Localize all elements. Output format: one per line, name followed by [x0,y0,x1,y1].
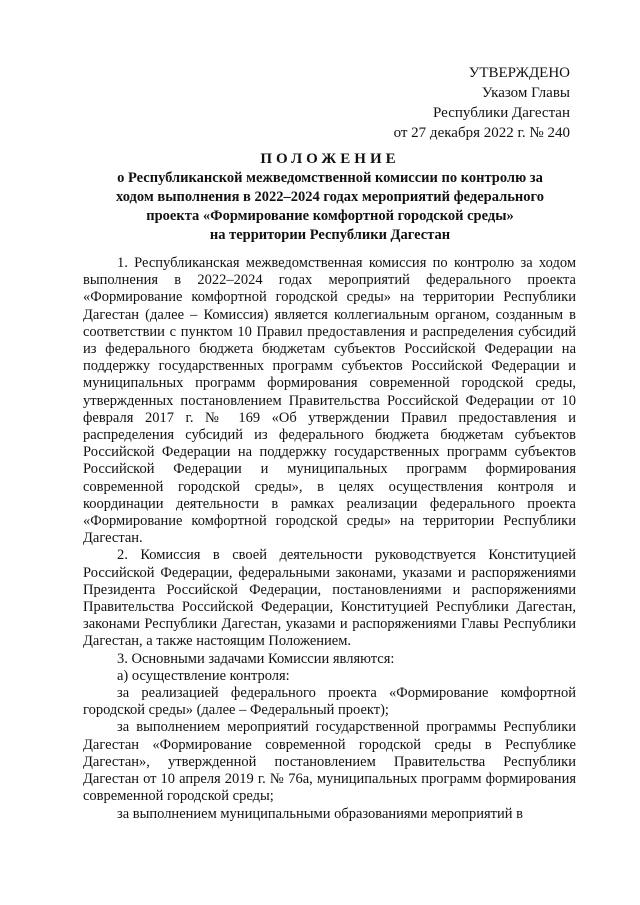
heading-line-2: ходом выполнения в 2022–2024 годах мероприятий федерального [116,189,544,205]
approval-line-3: Республики Дагестан [433,105,570,121]
approval-line-4: от 27 декабря 2022 г. № 240 [393,125,570,141]
paragraph-3a-item-2: за выполнением мероприятий государственной программы Республики Дагестан «Формирование современной городской среды в Республике Дагестан», утвержденной постановлением Правительства Республики Дагестан от 10 апреля 2019 г. № 76а, муниципальных программ формирования современной городской среды; [83,719,576,805]
approval-line-2: Указом Главы [481,85,570,101]
document-body [83,255,576,823]
approval-line-1: УТВЕРЖДЕНО [468,65,570,81]
document-heading [70,150,590,245]
approval-block [394,63,570,143]
heading-line-1: о Республиканской межведомственной комиссии по контролю за [117,170,543,186]
paragraph-1: 1. Республиканская межведомственная комиссия по контролю за ходом выполнения в 2022–2024 годах мероприятий федерального проекта «Формирование комфортной городской среды» на территории Республики Дагестан (далее – Комиссия) является коллегиальным органом, созданным в соответствии с пунктом 10 Правил предоставления и распределения субсидий из федерального бюджета бюджетам субъектов Российской Федерации на поддержку государственных программ субъектов Российской Федерации и муниципальных программ формирования современной городской среды, утвержденных постановлением Правительства Российской Федерации от 10 февраля 2017 г. № 169 «Об утверждении Правил предоставления и распределения субсидий из федерального бюджета бюджетам субъектов Российской Федерации на поддержку государственных программ субъектов Российской Федерации и муниципальных программ формирования современной городской среды», в целях осуществления контроля и координации деятельности в рамках реализации федерального проекта «Формирование комфортной городской среды» на территории Республики Дагестан. [83,255,576,547]
heading-line-3: проекта «Формирование комфортной городской среды» [146,208,514,224]
paragraph-3a-item-3: за выполнением муниципальными образованиями мероприятий в [117,805,524,822]
paragraph-2: 2. Комиссия в своей деятельности руководствуется Конституцией Российской Федерации, федеральными законами, указами и распоряжениями Президента Российской Федерации, постановлениями и распоряжениями Правительства Российской Федерации, Конституцией Республики Дагестан, законами Республики Дагестан, указами и распоряжениями Главы Республики Дагестан, а также настоящим Положением. [83,547,576,650]
document-title: ПОЛОЖЕНИЕ [260,151,400,167]
paragraph-3: 3. Основными задачами Комиссии являются: [117,650,395,667]
heading-line-4: на территории Республики Дагестан [209,227,451,243]
paragraph-3a: а) осуществление контроля: [117,667,290,684]
paragraph-3a-item-1: за реализацией федерального проекта «Формирование комфортной городской среды» (далее – Федеральный проект); [83,685,576,719]
